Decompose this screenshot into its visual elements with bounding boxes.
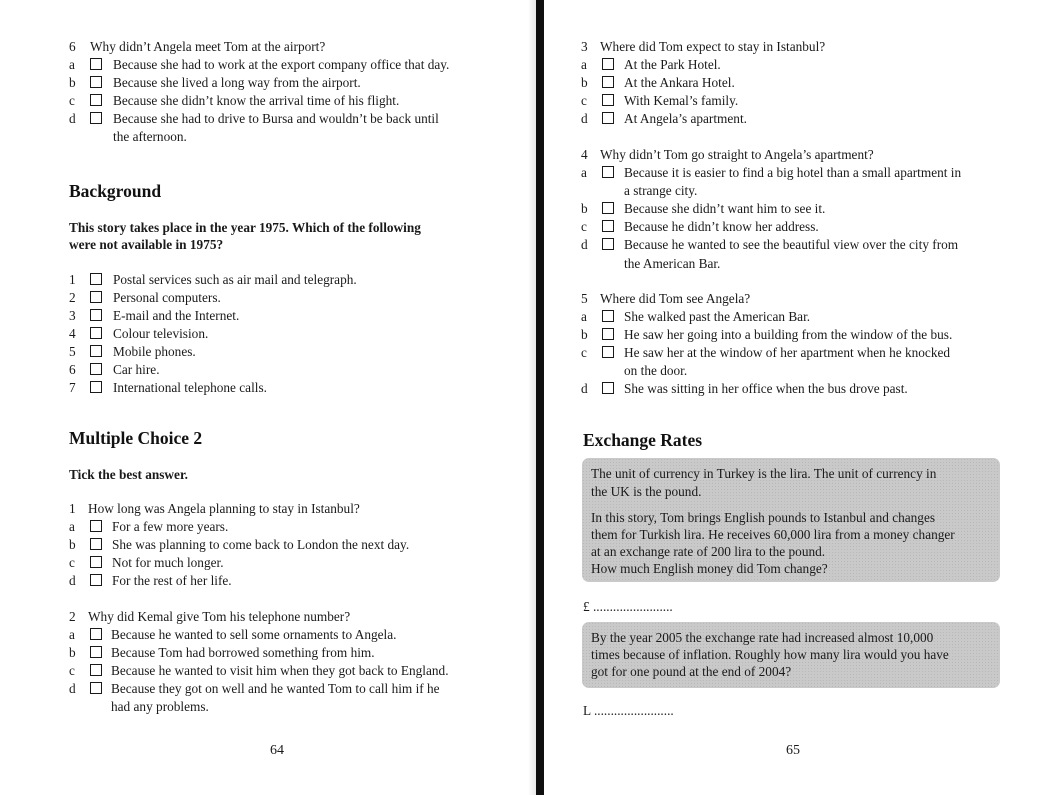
answer-checkbox[interactable] xyxy=(602,58,614,70)
instruction-text: Tick the best answer. xyxy=(69,467,188,482)
option-letter: b xyxy=(69,537,76,552)
option-text: Because she didn’t know the arrival time of his flight. xyxy=(113,93,400,108)
question-3 xyxy=(581,38,1021,56)
answer-checkbox[interactable] xyxy=(602,238,614,250)
option-letter: d xyxy=(69,573,76,588)
list-item xyxy=(69,343,509,361)
option-text: Because he didn’t know her address. xyxy=(624,219,819,234)
answer-checkbox[interactable] xyxy=(602,76,614,88)
option-text: Because she lived a long way from the airport. xyxy=(113,75,361,90)
item-number: 4 xyxy=(69,326,76,341)
item-text: Mobile phones. xyxy=(113,344,196,359)
list-item xyxy=(69,271,509,289)
answer-checkbox[interactable] xyxy=(90,345,102,357)
option-row xyxy=(69,536,509,554)
option-letter: c xyxy=(581,219,587,234)
answer-checkbox[interactable] xyxy=(602,94,614,106)
answer-checkbox[interactable] xyxy=(602,382,614,394)
item-number: 6 xyxy=(69,362,76,377)
option-text: For a few more years. xyxy=(112,519,229,534)
question-2 xyxy=(69,608,509,626)
option-letter: a xyxy=(581,309,587,324)
option-text: He saw her at the window of her apartment when he knocked xyxy=(624,345,951,360)
option-row xyxy=(581,236,1031,254)
question-number: 3 xyxy=(581,39,588,54)
list-item xyxy=(69,379,509,397)
info-line: at an exchange rate of 200 lira to the pound. xyxy=(591,544,826,559)
question-1 xyxy=(69,500,509,518)
option-letter: b xyxy=(581,201,588,216)
item-text: Colour television. xyxy=(113,326,209,341)
answer-checkbox[interactable] xyxy=(602,112,614,124)
option-letter: c xyxy=(69,555,75,570)
item-number: 2 xyxy=(69,290,76,305)
answer-checkbox[interactable] xyxy=(90,538,102,550)
question-5 xyxy=(581,290,1021,308)
option-letter: d xyxy=(581,111,588,126)
info-line: them for Turkish lira. He receives 60,000 lira from a money changer xyxy=(591,527,955,542)
option-text: With Kemal’s family. xyxy=(624,93,739,108)
option-row xyxy=(581,380,1021,398)
option-letter: b xyxy=(69,645,76,660)
question-text: How long was Angela planning to stay in Istanbul? xyxy=(88,501,360,516)
item-text: International telephone calls. xyxy=(113,380,267,395)
option-row xyxy=(69,662,509,680)
background-intro: This story takes place in the year 1975. Which of the following xyxy=(69,220,421,235)
answer-checkbox[interactable] xyxy=(602,346,614,358)
inflation-info-box xyxy=(582,622,1000,688)
page-number: 65 xyxy=(786,743,800,758)
option-text: At the Park Hotel. xyxy=(624,57,721,72)
item-number: 3 xyxy=(69,308,76,323)
answer-checkbox[interactable] xyxy=(90,682,102,694)
answer-checkbox[interactable] xyxy=(90,664,102,676)
question-text: Where did Tom see Angela? xyxy=(600,291,751,306)
option-row xyxy=(69,572,509,590)
question-text: Why didn’t Angela meet Tom at the airport? xyxy=(90,39,326,54)
info-line: got for one pound at the end of 2004? xyxy=(591,664,792,679)
answer-checkbox[interactable] xyxy=(90,291,102,303)
info-line: How much English money did Tom change? xyxy=(591,561,828,576)
answer-checkbox[interactable] xyxy=(90,94,102,106)
answer-checkbox[interactable] xyxy=(602,310,614,322)
question-number: 5 xyxy=(581,291,588,306)
option-text-continued: on the door. xyxy=(624,363,688,378)
item-text: Personal computers. xyxy=(113,290,221,305)
question-6 xyxy=(69,38,509,56)
option-text: Because they got on well and he wanted Tom to call him if he xyxy=(111,681,440,696)
option-row xyxy=(581,110,1021,128)
info-line: In this story, Tom brings English pounds to Istanbul and changes xyxy=(591,510,936,525)
section-heading-background: Background xyxy=(69,181,162,201)
question-number: 4 xyxy=(581,147,588,162)
list-item xyxy=(69,307,509,325)
item-text: Postal services such as air mail and telegraph. xyxy=(113,272,357,287)
exchange-info-box xyxy=(582,458,1000,582)
section-heading-multiple-choice-2: Multiple Choice 2 xyxy=(69,428,203,448)
option-letter: b xyxy=(581,327,588,342)
answer-checkbox[interactable] xyxy=(602,202,614,214)
option-row xyxy=(581,56,1021,74)
option-letter: a xyxy=(581,165,587,180)
answer-checkbox[interactable] xyxy=(90,556,102,568)
answer-checkbox[interactable] xyxy=(90,381,102,393)
option-text: Because it is easier to find a big hotel than a small apartment in xyxy=(624,165,962,180)
option-letter: d xyxy=(69,681,76,696)
answer-blank-lira[interactable]: L ........................ xyxy=(583,703,674,718)
page-gutter-shadow xyxy=(528,0,536,795)
option-letter: b xyxy=(69,75,76,90)
option-row xyxy=(69,74,509,92)
option-row xyxy=(69,518,509,536)
option-row xyxy=(581,164,1021,182)
option-row xyxy=(69,56,509,74)
option-row xyxy=(581,326,1031,344)
item-text: E-mail and the Internet. xyxy=(113,308,240,323)
option-text: Not for much longer. xyxy=(112,555,224,570)
option-row xyxy=(581,92,1021,110)
question-number: 2 xyxy=(69,609,76,624)
question-number: 6 xyxy=(69,39,76,54)
answer-checkbox[interactable] xyxy=(90,58,102,70)
answer-checkbox[interactable] xyxy=(90,574,102,586)
info-line: By the year 2005 the exchange rate had increased almost 10,000 xyxy=(591,630,934,645)
option-letter: a xyxy=(69,57,75,72)
right-page xyxy=(544,0,1040,795)
option-row xyxy=(581,200,1021,218)
answer-blank-pounds[interactable]: £ ........................ xyxy=(583,599,673,614)
option-letter: a xyxy=(69,627,75,642)
option-letter: d xyxy=(69,111,76,126)
option-text: She walked past the American Bar. xyxy=(624,309,811,324)
info-line: the UK is the pound. xyxy=(591,484,702,499)
option-text: Because she didn’t want him to see it. xyxy=(624,201,826,216)
answer-checkbox[interactable] xyxy=(90,520,102,532)
info-line: The unit of currency in Turkey is the lira. The unit of currency in xyxy=(591,466,937,481)
option-row xyxy=(69,644,509,662)
option-row xyxy=(581,74,1021,92)
answer-checkbox[interactable] xyxy=(90,646,102,658)
list-item xyxy=(69,325,509,343)
option-text-continued: the afternoon. xyxy=(113,129,187,144)
question-4 xyxy=(581,146,1021,164)
answer-checkbox[interactable] xyxy=(602,166,614,178)
option-row xyxy=(69,626,509,644)
background-intro-continued: were not available in 1975? xyxy=(69,237,224,252)
item-number: 5 xyxy=(69,344,76,359)
answer-checkbox[interactable] xyxy=(90,309,102,321)
option-row xyxy=(581,218,1021,236)
option-row xyxy=(69,680,509,698)
option-text-continued: had any problems. xyxy=(111,699,209,714)
info-line: times because of inflation. Roughly how many lira would you have xyxy=(591,647,949,662)
option-text: Because she had to drive to Bursa and wouldn’t be back until xyxy=(113,111,439,126)
answer-checkbox[interactable] xyxy=(602,328,614,340)
section-heading-exchange-rates: Exchange Rates xyxy=(583,430,703,450)
option-text: Because he wanted to sell some ornaments to Angela. xyxy=(111,627,397,642)
option-text-continued: a strange city. xyxy=(624,183,698,198)
option-row xyxy=(581,344,1031,362)
option-text: Because he wanted to see the beautiful view over the city from xyxy=(624,237,959,252)
option-text: She was sitting in her office when the bus drove past. xyxy=(624,381,908,396)
option-row xyxy=(69,110,509,128)
option-text: He saw her going into a building from the window of the bus. xyxy=(624,327,953,342)
question-text: Where did Tom expect to stay in Istanbul? xyxy=(600,39,826,54)
option-letter: c xyxy=(69,93,75,108)
option-letter: b xyxy=(581,75,588,90)
option-letter: c xyxy=(69,663,75,678)
option-text: For the rest of her life. xyxy=(112,573,232,588)
list-item xyxy=(69,289,509,307)
item-number: 1 xyxy=(69,272,76,287)
option-text: At the Ankara Hotel. xyxy=(624,75,735,90)
option-row xyxy=(581,308,1021,326)
item-number: 7 xyxy=(69,380,76,395)
page-number: 64 xyxy=(270,743,284,758)
question-text: Why did Kemal give Tom his telephone number? xyxy=(88,609,351,624)
option-letter: a xyxy=(69,519,75,534)
option-text: Because she had to work at the export company office that day. xyxy=(113,57,450,72)
item-text: Car hire. xyxy=(113,362,160,377)
answer-checkbox[interactable] xyxy=(90,327,102,339)
option-row xyxy=(69,92,509,110)
option-text: At Angela’s apartment. xyxy=(624,111,747,126)
option-text: She was planning to come back to London the next day. xyxy=(112,537,410,552)
question-text: Why didn’t Tom go straight to Angela’s apartment? xyxy=(600,147,874,162)
answer-checkbox[interactable] xyxy=(90,273,102,285)
answer-checkbox[interactable] xyxy=(602,220,614,232)
option-text: Because he wanted to visit him when they got back to England. xyxy=(111,663,449,678)
option-letter: a xyxy=(581,57,587,72)
answer-checkbox[interactable] xyxy=(90,363,102,375)
question-number: 1 xyxy=(69,501,76,516)
answer-checkbox[interactable] xyxy=(90,112,102,124)
option-letter: c xyxy=(581,345,587,360)
option-row xyxy=(69,554,509,572)
option-letter: d xyxy=(581,381,588,396)
option-letter: c xyxy=(581,93,587,108)
answer-checkbox[interactable] xyxy=(90,628,102,640)
list-item xyxy=(69,361,509,379)
option-text-continued: the American Bar. xyxy=(624,256,721,271)
option-letter: d xyxy=(581,237,588,252)
answer-checkbox[interactable] xyxy=(90,76,102,88)
option-text: Because Tom had borrowed something from him. xyxy=(111,645,375,660)
